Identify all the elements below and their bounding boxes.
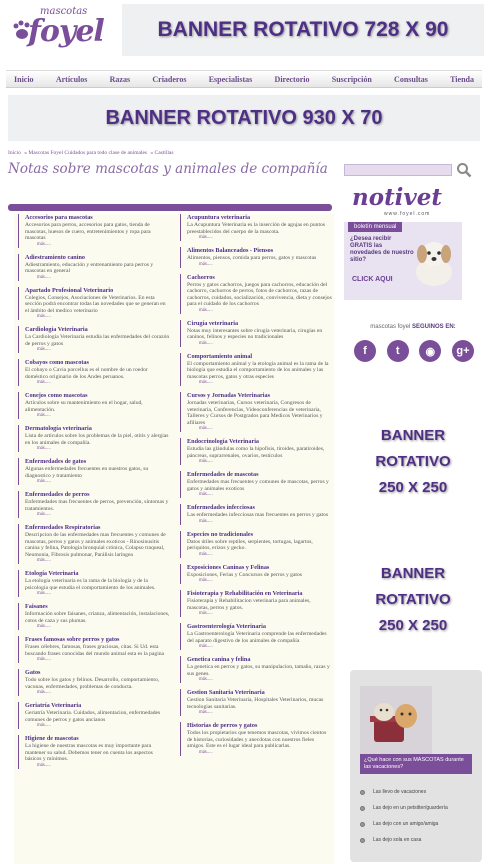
more-link[interactable]: más..... [199, 749, 213, 755]
category-description: Gestion Sanitaria Veterinaria, Hospitales Veterinarios, mucas tecnologias sanitarias. [187, 697, 324, 710]
category-item [18, 359, 170, 386]
more-link[interactable]: más..... [199, 644, 213, 649]
category-title-link[interactable]: Geriatría Veterinaria [25, 702, 82, 709]
more-link[interactable]: más..... [199, 611, 213, 616]
category-item [18, 491, 170, 518]
nav-item-directorio[interactable]: Directorio [274, 74, 310, 84]
google-plus-icon[interactable]: g+ [452, 340, 474, 362]
category-item [180, 623, 332, 650]
category-title-link[interactable]: Enfermedades infecciosas [187, 504, 255, 511]
banner-side1-line: ROTATIVO [375, 453, 451, 470]
category-title-link[interactable]: Faisanes [25, 603, 48, 610]
category-title-link[interactable]: Dermatología veterinaria [25, 425, 92, 432]
more-link[interactable]: más..... [199, 551, 213, 557]
title-divider [8, 204, 332, 211]
radio-icon[interactable] [360, 806, 365, 811]
poll-options [360, 784, 478, 848]
banner-side2-line: ROTATIVO [375, 591, 451, 608]
category-description: Alimentos, piensos, comida para perros, gatos y mascotas [187, 255, 317, 261]
more-link[interactable]: más..... [199, 518, 213, 524]
newsletter-promo[interactable] [344, 184, 462, 283]
poll-option[interactable] [360, 816, 478, 832]
more-link[interactable]: más..... [199, 340, 213, 346]
category-item [180, 722, 332, 756]
category-title-link[interactable]: Enfermedades de mascotas [187, 471, 259, 478]
category-title-link[interactable]: Conejos como mascotas [25, 392, 88, 399]
notivet-logo: notivet [352, 184, 443, 211]
category-description: La genetica en perros y gatos, su manipulacion, tamaño, razas y sus genes. [187, 664, 330, 677]
more-link[interactable]: más..... [37, 241, 51, 247]
breadcrumb [8, 150, 175, 156]
category-item [180, 353, 332, 387]
category-title-link[interactable]: Adiestramiento canino [25, 253, 85, 261]
more-link[interactable]: más..... [199, 426, 213, 431]
more-link[interactable]: más..... [37, 512, 51, 517]
category-title-link[interactable]: Endocrinología Veterinaria [187, 438, 260, 445]
category-description: La etología veterinaria es la rama de la biología y de la psicología que estudia el comportamiento de los animales. [25, 578, 156, 591]
category-description: Notas muy interesantes sobre cirugía veterinaria, cirugías en caninos, felinos y especies no tradicionales [187, 327, 323, 340]
category-description: Adiestramiento, educación y entrenamiento para perros y mascotas en general [25, 261, 154, 274]
category-title-link[interactable]: Cardiología Veterinaria [25, 326, 88, 333]
more-link[interactable]: más..... [199, 578, 213, 583]
category-title-link[interactable]: Higiene de mascotas [25, 735, 79, 742]
more-link[interactable]: más..... [199, 677, 213, 682]
poll-option-label: Las dejo en un petsitter/guardería [373, 805, 448, 811]
category-item [18, 214, 170, 248]
more-link[interactable]: más..... [37, 314, 51, 319]
category-item [18, 702, 170, 729]
more-link[interactable]: más..... [199, 307, 213, 313]
facebook-icon[interactable]: f [354, 340, 376, 362]
category-item [18, 735, 170, 769]
category-title-link[interactable]: Frases famosas sobre perros y gatos [25, 636, 120, 643]
category-item [180, 656, 332, 683]
more-link[interactable]: más..... [37, 657, 51, 662]
category-description: El cobayo o Cavia porcellus es el nombre de un roedor doméstico originario de los Andes peruanos. [25, 367, 148, 380]
breadcrumb-item[interactable]: » Mascotas Foyel Cuidados para todo clase de animales [24, 150, 148, 156]
twitter-icon[interactable]: t [387, 340, 409, 362]
category-title-link[interactable]: Comportamiento animal [187, 352, 253, 360]
category-description: Geriatría Veterinaria. Cuidados, alimentacion, enfermedades comunes de perros y gatos ancianos [25, 710, 161, 723]
category-description: Perros y gatos cachorros, juegos para cachorros, educación del cachorro, cachorros de perros, fotos de cachorros, razas de cachorros, cuidados, socialización, convivencia, dieta y consejos para el cuidado de los cachorros [187, 281, 332, 307]
category-description: La higiene de nuestras mascotas es muy importante para mantener su salud. Debemos tener en cuenta los aspectos básicos y mínimos. [25, 743, 153, 762]
radio-icon[interactable] [360, 790, 365, 795]
more-link[interactable]: más..... [37, 558, 51, 563]
follow-text: SEGUINOS EN: [412, 324, 456, 330]
category-title-link[interactable]: Historias de perros y gatos [187, 722, 258, 729]
category-title-link[interactable]: Cachorros [187, 273, 215, 281]
category-description: Enfermedades mas frecuentes y comunes de mascotas, perros y gatos y animales exoticos [187, 479, 329, 492]
more-link[interactable]: más..... [37, 413, 51, 418]
poll-option-label: Las llevo de vacaciones [373, 789, 427, 795]
category-description: Jornadas veterinarias, Cursos veterinaria, Congresos de veterinaria, Conferencias, Videoconferencias de veterinaria, Talleres y Cursos de Postgrados para Medicos Veterinarios y afiliares [187, 400, 323, 426]
banner-728-text: BANNER ROTATIVO 728 X 90 [157, 18, 449, 41]
category-title-link[interactable]: Enfermedades Respiratorias [25, 524, 101, 531]
more-link[interactable]: más..... [199, 235, 213, 240]
categories-right-column [180, 214, 332, 762]
category-item [18, 669, 170, 696]
newsletter-cta[interactable]: CLICK AQUI [352, 276, 393, 283]
category-description: Colegios, Consejos, Asociaciones de Veterinarios. En esta sección podrá encontrar todas las novedades que se generan en el ámbito del medico veterinario [25, 294, 166, 314]
newsletter-box [344, 222, 462, 300]
newsletter-tab: boletín mensual [348, 222, 402, 232]
banner-side1-line: BANNER [380, 427, 446, 444]
category-title-link[interactable]: Exposiciones Caninas y Felinas [187, 563, 270, 571]
category-description: Descripcion de las enfermedades mas frecuentes y comunes de mascotas, perros y gatos y animales exoticos - Rinosinusitis canina y felina, Patologia bronquial crónica, Colapso traqueal, Neumonia, Fibrosis pulmonar, Parálisis laríngea [25, 532, 166, 558]
category-title-link[interactable]: Enfermedades de perros [25, 491, 90, 498]
follow-prefix: mascotas foyel [370, 324, 411, 330]
more-link[interactable]: más..... [199, 459, 213, 464]
banner-250x250-2[interactable] [344, 538, 482, 662]
nav-item-tienda[interactable]: Tienda [450, 74, 474, 84]
category-description: Las enfermedades infecciosas mas frecuentes en perros y gatos [187, 512, 329, 518]
category-title-link[interactable]: Fisioterapia y Rehabilitación en Veterinaria [187, 590, 303, 597]
category-title-link[interactable]: Acupuntura veterinaria [187, 214, 251, 221]
category-item [18, 458, 170, 485]
poll-option-label: Las dejo sola en casa [373, 837, 422, 843]
category-item [180, 471, 332, 498]
category-description: La Cardiología Veterinaria estudia las enfermedades del corazón de perros y gatos [25, 334, 170, 347]
site-logo[interactable] [8, 4, 108, 54]
category-item [180, 247, 332, 268]
category-item [18, 524, 170, 564]
banner-side2-line: 250 X 250 [378, 617, 448, 634]
pets-image [360, 686, 432, 754]
category-description: La Gastroenterología Veterinaria comprende las enfermedades del aparato digestivo de los animales de compañía [187, 631, 327, 644]
nav-item-suscripcion[interactable]: Suscripción [331, 74, 372, 84]
category-title-link[interactable]: Accesorios para mascotas [25, 214, 93, 221]
category-item [18, 425, 170, 452]
category-title-link[interactable]: Especies no tradicionales [187, 530, 253, 538]
more-link[interactable]: más..... [199, 380, 213, 385]
category-item [180, 689, 332, 716]
page-title: Notas sobre mascotas y animales de compañía [8, 161, 328, 177]
banner-930x70[interactable] [8, 95, 480, 141]
category-item [18, 254, 170, 281]
more-link[interactable]: más..... [37, 274, 51, 280]
category-item [180, 531, 332, 558]
newsletter-question: ¿Desea recibir GRATIS las novedades de nuestro sitio? [350, 236, 414, 263]
category-title-link[interactable]: Cursos y Jornadas Veterinarias [187, 392, 271, 399]
banner-930-text: BANNER ROTATIVO 930 X 70 [105, 106, 383, 129]
category-item [180, 392, 332, 432]
poll-question: ¿Qué hace con sus MASCOTAS durante las vacaciones? [360, 754, 472, 774]
category-item [18, 287, 170, 321]
category-title-link[interactable]: Gatos [25, 669, 41, 676]
banner-side1-line: 250 X 250 [378, 479, 448, 496]
category-description: La Acupuntura Veterinaria es la inserción de agujas en puntos preestablecidos del cuerpo de la mascota. [187, 222, 325, 235]
category-item [18, 603, 170, 630]
more-link[interactable]: más..... [199, 710, 213, 715]
more-link[interactable]: más..... [37, 347, 51, 352]
category-description: Fisioterapia y Rehabilitacion veterinaria para animales, mascotas, perros y gatos. [187, 598, 311, 611]
puppy-image [410, 232, 458, 288]
category-description: Estudia las glándulas como la hipofisis, tiroides, paratiroides, páncreas, suprarrenales, ovarios, testículos [187, 446, 325, 459]
radio-icon[interactable] [360, 822, 365, 827]
banner-728x90[interactable] [122, 4, 484, 56]
nav-item-razas[interactable]: Razas [109, 74, 131, 84]
more-link[interactable]: más..... [37, 446, 51, 451]
category-item [18, 392, 170, 419]
category-description: Todos los propietarios que tenemos mascotas, vivimos cientos de historias, curiosidades y anecdotas con nuestros fieles amigos. Este es el lugar ideal para publicarlas. [187, 730, 327, 749]
category-description: Lista de artículos sobre los problemas de la piel, otitis y alergias en los animales de compañía. [25, 433, 169, 446]
nav-item-consultas[interactable]: Consultas [394, 74, 428, 84]
category-description: Algunas enfermedades frecuentes en nuestros gatos, su diagnostico y tratamiento [25, 466, 149, 479]
category-description: Datos útiles sobre reptiles, serpientes, tortugas, lagartos, periquitos, erizos y gecko. [187, 538, 313, 551]
search-input[interactable] [344, 164, 452, 176]
category-item [18, 570, 170, 597]
category-title-link[interactable]: Etología Veterinaria [25, 570, 79, 577]
nav-item-inicio[interactable]: Inicio [14, 74, 34, 84]
nav-item-criaderos[interactable]: Criaderos [152, 74, 187, 84]
category-item [180, 438, 332, 465]
logo-big-text: foyel [28, 14, 104, 49]
banner-side2-line: BANNER [380, 565, 446, 582]
more-link[interactable]: más..... [37, 624, 51, 629]
logo-small-text: mascotas [40, 6, 88, 17]
category-description: Frases célebres, famosas, frases graciosas, citas. Si Ud. esta buscando frases conocidas del mundo animal esta es la pagina [25, 644, 165, 657]
category-title-link[interactable]: Gastroenterología Veterinaria [187, 623, 266, 630]
poll-widget [350, 670, 482, 862]
poll-option[interactable] [360, 800, 478, 816]
breadcrumb-item[interactable]: » Castillas [150, 150, 174, 156]
category-title-link[interactable]: Apartado Profesional Veterinario [25, 286, 114, 294]
category-item [180, 564, 332, 585]
category-description: El comportamiento animal y la etología animal es la rama de la biología que estudia el comportamiento de los animales y las mascotas perros, gatos y otras especies [187, 360, 329, 380]
search-icon[interactable] [456, 162, 472, 178]
category-item [180, 320, 332, 347]
rss-icon[interactable]: ◉ [419, 340, 441, 362]
poll-option[interactable] [360, 832, 478, 848]
more-link[interactable]: más..... [37, 380, 51, 385]
notivet-web: www.foyel.com [384, 211, 431, 217]
category-title-link[interactable]: Cobayos como mascotas [25, 359, 89, 366]
header [0, 0, 488, 62]
more-link[interactable]: más..... [37, 762, 51, 768]
category-description: Todo sobre los gatos y felinos. Desarrollo, comportamiento, vacunas, enfermedades, problemas de conducta. [25, 677, 160, 690]
categories-list [14, 214, 334, 864]
more-link[interactable]: más..... [199, 492, 213, 497]
category-item [180, 274, 332, 314]
category-title-link[interactable]: Genetica canina y felina [187, 656, 251, 663]
radio-icon[interactable] [360, 838, 365, 843]
nav-item-especialistas[interactable]: Especialistas [208, 74, 253, 84]
category-item [180, 214, 332, 241]
poll-option-label: Las dejo con un amigo/amiga [373, 821, 439, 827]
category-item [180, 504, 332, 525]
category-description: Artículos sobre su mantenimiento en el hogar, salud, alimentación. [25, 400, 143, 413]
breadcrumb-item[interactable]: Inicio [8, 150, 21, 156]
category-item [18, 636, 170, 663]
nav-item-articulos[interactable]: Artículos [55, 74, 88, 84]
social-links [354, 340, 474, 362]
category-description: Enfermedades mas frecuentes de perros, prevención, síntomas y tratamientos. [25, 499, 169, 512]
follow-us [344, 324, 482, 330]
category-description: Información sobre faisanes, crianza, alimentación, instalaciones, cotos de caza y sus plumas. [25, 611, 170, 624]
category-item [180, 590, 332, 617]
category-item [18, 326, 170, 353]
poll-option[interactable] [360, 784, 478, 800]
category-title-link[interactable]: Alimentos Balanceados - Piensos [187, 247, 274, 254]
more-link[interactable]: más..... [37, 479, 51, 484]
category-title-link[interactable]: Gestion Sanitaria Veterinaria [187, 689, 265, 696]
categories-left-column [18, 214, 170, 775]
category-description: Accesorios para perros, accesorios para gatos, tienda de mascotas, huesos de cuero, entretenimientos y ropa para mascotas [25, 222, 151, 241]
more-link[interactable]: más..... [37, 690, 51, 695]
more-link[interactable]: más..... [37, 591, 51, 596]
category-title-link[interactable]: Enfermedades de gatos [25, 458, 87, 465]
category-title-link[interactable]: Cirugía veterinaria [187, 319, 239, 327]
banner-250x250-1[interactable] [344, 400, 482, 524]
more-link[interactable]: más..... [199, 261, 213, 267]
category-description: Exposiciones, Ferias y Concursos de perros y gatos [187, 571, 302, 578]
more-link[interactable]: más..... [37, 723, 51, 728]
main-nav [6, 70, 482, 88]
